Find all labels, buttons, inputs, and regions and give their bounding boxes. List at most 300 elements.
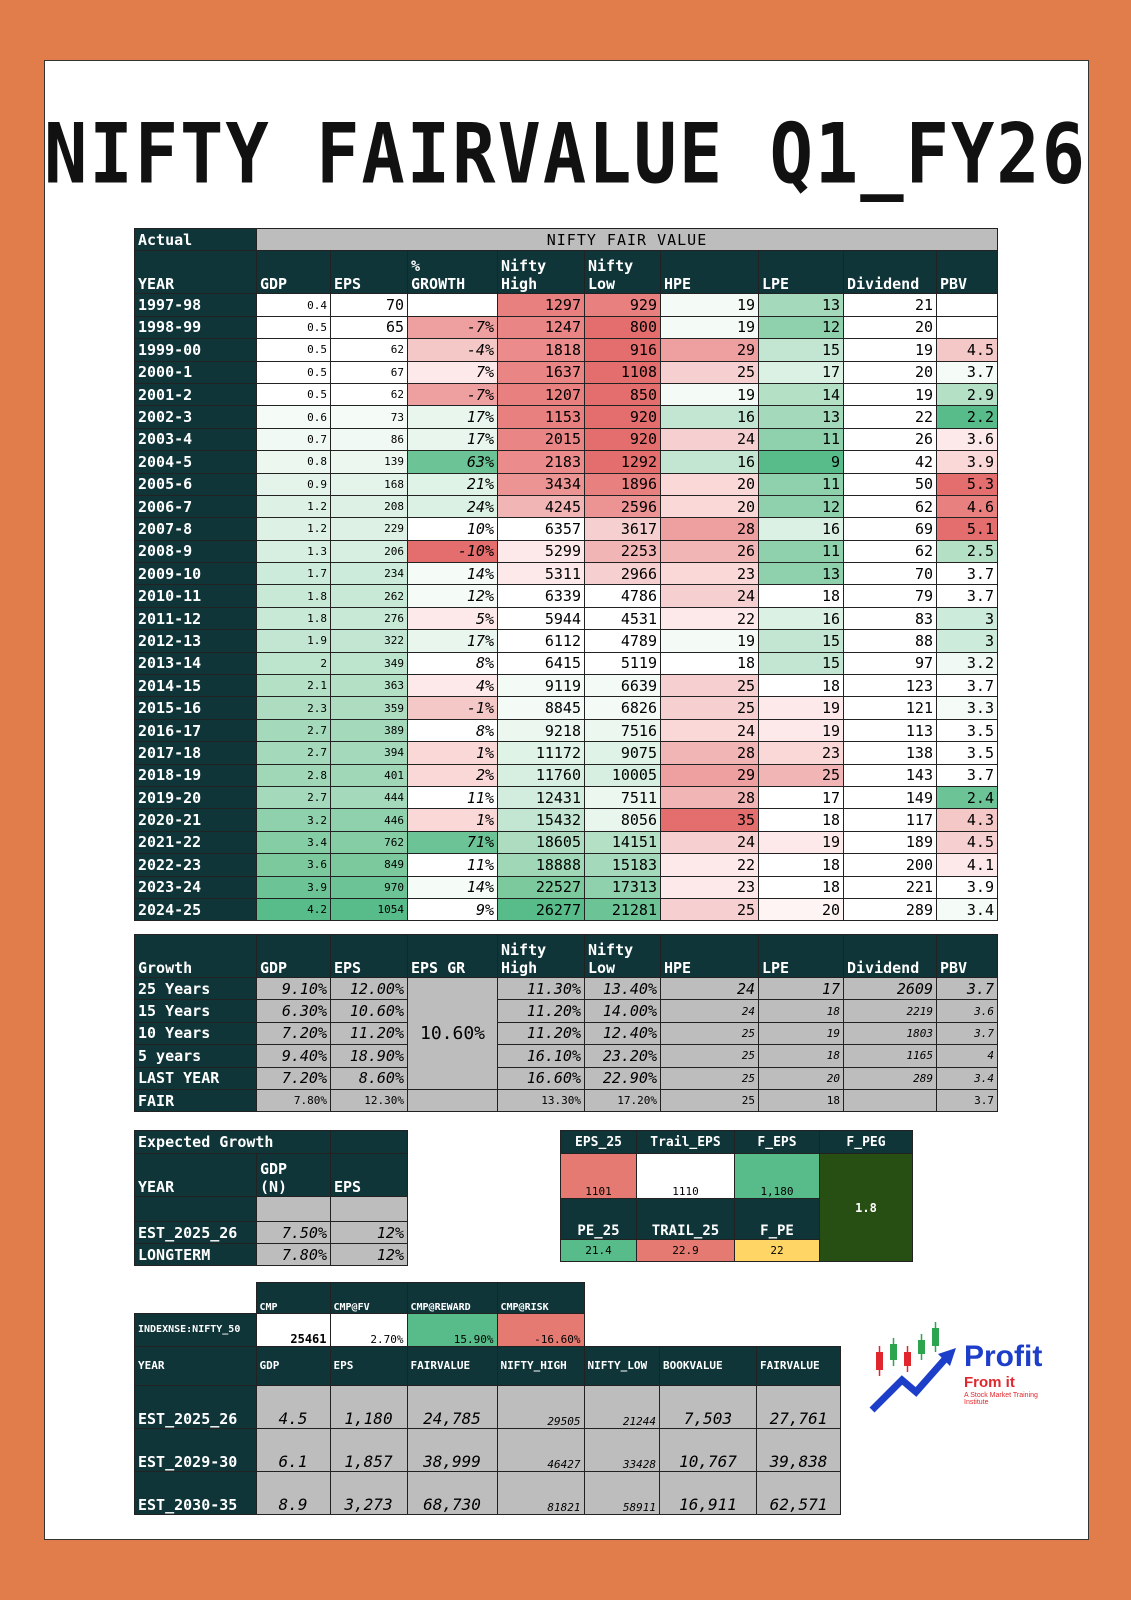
table-cell — [937, 294, 998, 316]
column-header: EPS — [331, 1154, 408, 1197]
period-cell: EST_2029-30 — [135, 1428, 257, 1471]
period-cell: EST_2030-35 — [135, 1471, 257, 1514]
table-cell: 970 — [331, 876, 408, 898]
table-cell: 123 — [844, 675, 937, 697]
year-cell: 1999-00 — [135, 339, 257, 361]
table-cell: 42 — [844, 451, 937, 473]
table-row — [135, 1244, 408, 1266]
table-cell: 16,911 — [660, 1471, 757, 1514]
table-cell: 18605 — [498, 831, 585, 853]
table-cell: 26 — [661, 540, 759, 562]
table-row — [135, 585, 998, 607]
table-cell: 28 — [661, 786, 759, 808]
table-cell: 229 — [331, 518, 408, 540]
table-cell: 7% — [408, 361, 498, 383]
table-cell: 14 — [759, 383, 844, 405]
year-cell: 2021-22 — [135, 831, 257, 853]
column-header — [135, 251, 257, 294]
logo-title: Profit — [964, 1340, 1043, 1373]
table-cell: 1.7 — [257, 563, 331, 585]
column-header — [257, 1154, 331, 1197]
column-header: GDP — [256, 1346, 330, 1385]
header-label: EPS GR — [411, 959, 466, 977]
column-header — [408, 251, 498, 294]
table-cell: 3.5 — [937, 742, 998, 764]
table-cell: 4531 — [585, 607, 661, 629]
table-cell: 9 — [759, 451, 844, 473]
table-cell — [757, 1283, 841, 1314]
header-row — [135, 1346, 841, 1385]
table-cell: 24% — [408, 495, 498, 517]
table-cell: 2015 — [498, 428, 585, 450]
year-cell: 2010-11 — [135, 585, 257, 607]
table-cell: 29 — [661, 764, 759, 786]
table-cell: 4.5 — [937, 339, 998, 361]
header-row — [135, 1283, 841, 1314]
table-cell: 5119 — [585, 652, 661, 674]
table-cell: 7511 — [585, 786, 661, 808]
fairvalue-projection-table — [134, 1282, 841, 1515]
table-cell: 14% — [408, 876, 498, 898]
table-cell: 11.20% — [498, 1000, 585, 1022]
header-label: LPE — [762, 275, 790, 294]
table-row — [135, 361, 998, 383]
table-cell: 20 — [759, 898, 844, 920]
table-cell: 2.9 — [937, 383, 998, 405]
candlestick-arrow-icon — [868, 1322, 964, 1422]
band-row — [135, 229, 998, 251]
table-cell — [660, 1283, 757, 1314]
table-cell: 2 — [257, 652, 331, 674]
table-cell: 19 — [759, 697, 844, 719]
table-cell — [584, 1283, 660, 1314]
expected-growth-title: Expected Growth — [135, 1131, 331, 1154]
table-cell: 2.7 — [257, 786, 331, 808]
f-peg-value: 1.8 — [820, 1154, 913, 1262]
table-cell: 21.4 — [561, 1240, 637, 1262]
header-label: GDP — [260, 275, 288, 294]
column-header: NIFTY_HIGH — [497, 1346, 584, 1385]
table-cell: 19 — [844, 383, 937, 405]
column-header: EPS_25 — [561, 1131, 637, 1154]
table-cell: 73 — [331, 406, 408, 428]
table-cell: 3.5 — [937, 719, 998, 741]
table-cell: 83 — [844, 607, 937, 629]
year-cell: 2001-2 — [135, 383, 257, 405]
table-cell: 11% — [408, 854, 498, 876]
year-cell: 1998-99 — [135, 316, 257, 338]
table-row — [135, 607, 998, 629]
table-cell: 3.4 — [257, 831, 331, 853]
table-cell: 138 — [844, 742, 937, 764]
header-label: Dividend — [847, 275, 920, 294]
table-cell: 62 — [844, 540, 937, 562]
table-cell: 12 — [759, 495, 844, 517]
column-header — [661, 935, 759, 978]
table-cell: 21% — [408, 473, 498, 495]
table-cell: 1292 — [585, 451, 661, 473]
year-cell: 2016-17 — [135, 719, 257, 741]
column-header: BOOKVALUE — [660, 1346, 757, 1385]
table-cell: 4.5 — [256, 1385, 330, 1428]
table-cell: 23.20% — [585, 1045, 661, 1067]
column-header: FAIRVALUE — [407, 1346, 497, 1385]
table-cell: 63% — [408, 451, 498, 473]
table-cell: 18 — [759, 809, 844, 831]
table-cell: 3434 — [498, 473, 585, 495]
header-label: Dividend — [847, 959, 920, 977]
table-cell: 206 — [331, 540, 408, 562]
table-cell: 16 — [759, 518, 844, 540]
table-cell: 19 — [661, 383, 759, 405]
table-cell: 3 — [937, 607, 998, 629]
table-cell: 1108 — [585, 361, 661, 383]
table-row — [135, 898, 998, 920]
table-cell: 70 — [331, 294, 408, 316]
spacer-row — [135, 1197, 408, 1222]
table-cell: 6112 — [498, 630, 585, 652]
table-cell: 3.7 — [937, 978, 998, 1000]
table-cell: 0.5 — [257, 316, 331, 338]
table-cell: 2% — [408, 764, 498, 786]
table-cell: 1165 — [844, 1045, 937, 1067]
table-cell: 14.00% — [585, 1000, 661, 1022]
table-row — [135, 786, 998, 808]
table-cell: 17% — [408, 630, 498, 652]
table-cell: 9.10% — [257, 978, 331, 1000]
table-cell: 3617 — [585, 518, 661, 540]
table-cell: 3 — [937, 630, 998, 652]
table-cell: 1153 — [498, 406, 585, 428]
table-cell: 7.20% — [257, 1022, 331, 1044]
table-cell: 10,767 — [660, 1428, 757, 1471]
table-cell: 4245 — [498, 495, 585, 517]
table-cell: 2219 — [844, 1000, 937, 1022]
column-header: YEAR — [135, 1346, 257, 1385]
table-cell: 1.8 — [257, 607, 331, 629]
table-row — [135, 495, 998, 517]
table-row — [135, 563, 998, 585]
table-cell: 8% — [408, 652, 498, 674]
table-cell: 349 — [331, 652, 408, 674]
table-cell: 1,180 — [330, 1385, 407, 1428]
table-cell: 25 — [661, 1045, 759, 1067]
table-cell: 24 — [661, 428, 759, 450]
table-cell: 2.7 — [257, 719, 331, 741]
table-cell: 322 — [331, 630, 408, 652]
table-cell: 16 — [661, 451, 759, 473]
table-cell: 29505 — [497, 1385, 584, 1428]
table-cell: 13.40% — [585, 978, 661, 1000]
table-cell: 0.5 — [257, 339, 331, 361]
column-header — [937, 935, 998, 978]
table-cell: 5299 — [498, 540, 585, 562]
table-cell: 4.3 — [937, 809, 998, 831]
column-header — [844, 935, 937, 978]
actual-table — [134, 228, 998, 921]
table-cell: 18 — [759, 1089, 844, 1111]
table-cell: 0.6 — [257, 406, 331, 428]
column-header: CMP@RISK — [497, 1283, 584, 1314]
table-cell: 10% — [408, 518, 498, 540]
table-row — [135, 383, 998, 405]
table-cell: 81821 — [497, 1471, 584, 1514]
table-cell: 24 — [661, 1000, 759, 1022]
header-label: Nifty — [588, 941, 634, 959]
table-cell: 9218 — [498, 719, 585, 741]
table-cell: 221 — [844, 876, 937, 898]
period-cell: LONGTERM — [135, 1244, 257, 1266]
table-cell: 1054 — [331, 898, 408, 920]
table-cell: 3.7 — [937, 764, 998, 786]
year-cell: 2014-15 — [135, 675, 257, 697]
table-cell: 916 — [585, 339, 661, 361]
table-cell: 19 — [661, 316, 759, 338]
header-row — [135, 935, 998, 978]
table-cell: 9075 — [585, 742, 661, 764]
logo-subtitle: From it — [964, 1374, 1015, 1391]
table-cell: 65 — [331, 316, 408, 338]
table-cell: 4% — [408, 675, 498, 697]
table-cell: 18 — [759, 585, 844, 607]
table-cell: 22.9 — [637, 1240, 735, 1262]
table-cell: 1.2 — [257, 495, 331, 517]
table-cell: 71% — [408, 831, 498, 853]
profit-from-it-logo — [868, 1322, 1058, 1442]
table-cell: 2183 — [498, 451, 585, 473]
column-header: EPS — [330, 1346, 407, 1385]
column-header — [498, 251, 585, 294]
header-label: High — [501, 959, 538, 977]
table-cell: 39,838 — [757, 1428, 841, 1471]
table-cell: 5.1 — [937, 518, 998, 540]
header-label: YEAR — [138, 275, 175, 294]
table-cell: 24 — [661, 978, 759, 1000]
table-cell: 8.60% — [331, 1067, 408, 1089]
table-cell — [937, 316, 998, 338]
table-row — [135, 1385, 841, 1428]
table-cell: 10.60% — [331, 1000, 408, 1022]
cmp-row — [135, 1313, 841, 1346]
column-header: F_EPS — [735, 1131, 820, 1154]
table-cell: 15.90% — [407, 1313, 497, 1346]
table-cell — [331, 1197, 408, 1222]
year-cell: 2024-25 — [135, 898, 257, 920]
year-cell: 2006-7 — [135, 495, 257, 517]
table-cell: 21281 — [585, 898, 661, 920]
table-cell: 8845 — [498, 697, 585, 719]
table-cell: 3.3 — [937, 697, 998, 719]
period-cell: LAST YEAR — [135, 1067, 257, 1089]
table-cell: 46427 — [497, 1428, 584, 1471]
header-label: EPS — [334, 959, 362, 977]
column-header — [585, 935, 661, 978]
table-cell: -10% — [408, 540, 498, 562]
growth-table — [134, 934, 998, 1112]
table-cell: 6357 — [498, 518, 585, 540]
table-cell: 23 — [661, 563, 759, 585]
table-cell: 11.20% — [498, 1022, 585, 1044]
table-cell: 6639 — [585, 675, 661, 697]
table-cell: 25 — [661, 1022, 759, 1044]
table-cell: 11% — [408, 786, 498, 808]
table-cell: 18 — [759, 1045, 844, 1067]
table-cell: 18 — [759, 854, 844, 876]
table-cell: 1297 — [498, 294, 585, 316]
year-cell: 2005-6 — [135, 473, 257, 495]
table-cell: 12 — [759, 316, 844, 338]
table-cell: 2.4 — [937, 786, 998, 808]
header-label: PBV — [940, 275, 968, 294]
table-cell: 11.30% — [498, 978, 585, 1000]
table-cell: 18 — [661, 652, 759, 674]
value-row — [561, 1154, 913, 1199]
table-cell: 22 — [661, 607, 759, 629]
table-cell: 18 — [759, 675, 844, 697]
table-row — [135, 1428, 841, 1471]
table-cell: 168 — [331, 473, 408, 495]
header-label: GROWTH — [411, 275, 466, 294]
table-row — [135, 428, 998, 450]
header-label: Nifty — [588, 257, 634, 276]
table-row — [135, 339, 998, 361]
header-label: Growth — [138, 959, 193, 977]
year-cell: 2009-10 — [135, 563, 257, 585]
table-row — [135, 1022, 998, 1044]
column-header: FAIRVALUE — [757, 1346, 841, 1385]
table-cell: 920 — [585, 428, 661, 450]
table-cell: 1101 — [561, 1154, 637, 1199]
table-cell: 6339 — [498, 585, 585, 607]
table-cell: 1803 — [844, 1022, 937, 1044]
table-cell: -16.60% — [497, 1313, 584, 1346]
header-label: Nifty — [501, 257, 547, 276]
table-cell: 394 — [331, 742, 408, 764]
column-header: Trail_EPS — [637, 1131, 735, 1154]
column-header — [408, 935, 498, 978]
table-cell: 4.6 — [937, 495, 998, 517]
table-cell: 143 — [844, 764, 937, 786]
table-cell: 2253 — [585, 540, 661, 562]
table-cell — [135, 1197, 257, 1222]
table-cell: 62 — [844, 495, 937, 517]
table-cell: 13.30% — [498, 1089, 585, 1111]
table-cell: 2.8 — [257, 764, 331, 786]
table-cell: 11760 — [498, 764, 585, 786]
table-cell: 8056 — [585, 809, 661, 831]
table-cell: 9% — [408, 898, 498, 920]
table-cell: 6415 — [498, 652, 585, 674]
table-cell: 929 — [585, 294, 661, 316]
table-cell: 24,785 — [407, 1385, 497, 1428]
table-cell: 1.9 — [257, 630, 331, 652]
table-cell: 22.90% — [585, 1067, 661, 1089]
header-label: GDP — [260, 959, 288, 977]
table-cell: 13 — [759, 294, 844, 316]
table-cell: 234 — [331, 563, 408, 585]
table-cell: 25461 — [256, 1313, 330, 1346]
table-cell: 2.3 — [257, 697, 331, 719]
column-header — [135, 935, 257, 978]
table-cell: 21244 — [584, 1385, 660, 1428]
table-cell: 25 — [661, 361, 759, 383]
table-cell: 24 — [661, 831, 759, 853]
table-cell: 88 — [844, 630, 937, 652]
table-cell: 25 — [759, 764, 844, 786]
column-header: F_PEG — [820, 1131, 913, 1154]
table-cell: 3.6 — [937, 428, 998, 450]
header-label: Low — [588, 275, 616, 294]
table-cell: 0.5 — [257, 361, 331, 383]
year-cell: 2015-16 — [135, 697, 257, 719]
table-cell: 17% — [408, 406, 498, 428]
table-cell: 3.2 — [937, 652, 998, 674]
table-cell: 20 — [759, 1067, 844, 1089]
table-row — [135, 316, 998, 338]
table-cell: -4% — [408, 339, 498, 361]
table-row — [135, 518, 998, 540]
table-cell: 850 — [585, 383, 661, 405]
header-label: LPE — [762, 959, 790, 977]
table-cell: 200 — [844, 854, 937, 876]
table-cell: 6.30% — [257, 1000, 331, 1022]
table-cell: 69 — [844, 518, 937, 540]
table-cell: 19 — [844, 339, 937, 361]
table-cell: 12% — [408, 585, 498, 607]
table-row — [135, 719, 998, 741]
table-cell: 25 — [661, 675, 759, 697]
table-cell: 25 — [661, 1067, 759, 1089]
table-cell: 5.3 — [937, 473, 998, 495]
table-row — [135, 809, 998, 831]
table-row — [135, 854, 998, 876]
table-cell: 189 — [844, 831, 937, 853]
column-header: CMP@FV — [330, 1283, 407, 1314]
table-cell: 17 — [759, 978, 844, 1000]
column-header — [331, 935, 408, 978]
period-cell: 15 Years — [135, 1000, 257, 1022]
table-cell: 12431 — [498, 786, 585, 808]
year-cell: 2017-18 — [135, 742, 257, 764]
table-cell: 3.7 — [937, 1089, 998, 1111]
table-row — [135, 876, 998, 898]
table-cell: 18.90% — [331, 1045, 408, 1067]
table-cell: 6826 — [585, 697, 661, 719]
year-cell: 2003-4 — [135, 428, 257, 450]
table-cell: 20 — [844, 316, 937, 338]
table-cell: 4789 — [585, 630, 661, 652]
column-header: NIFTY_LOW — [584, 1346, 660, 1385]
table-cell: 2.5 — [937, 540, 998, 562]
fair-row — [135, 1089, 998, 1111]
table-cell: 849 — [331, 854, 408, 876]
table-cell: 1110 — [637, 1154, 735, 1199]
table-cell: 3.2 — [257, 809, 331, 831]
table-cell: 20 — [661, 473, 759, 495]
eps-growth-merged: 10.60% — [408, 978, 498, 1090]
table-cell: 6.1 — [256, 1428, 330, 1471]
table-cell: 68,730 — [407, 1471, 497, 1514]
table-cell: 3.7 — [937, 1022, 998, 1044]
table-cell: 25 — [661, 697, 759, 719]
table-cell: 359 — [331, 697, 408, 719]
table-row — [135, 675, 998, 697]
year-cell: 2000-1 — [135, 361, 257, 383]
table-cell: 22527 — [498, 876, 585, 898]
table-cell: -7% — [408, 316, 498, 338]
table-cell: 70 — [844, 563, 937, 585]
table-cell: 262 — [331, 585, 408, 607]
